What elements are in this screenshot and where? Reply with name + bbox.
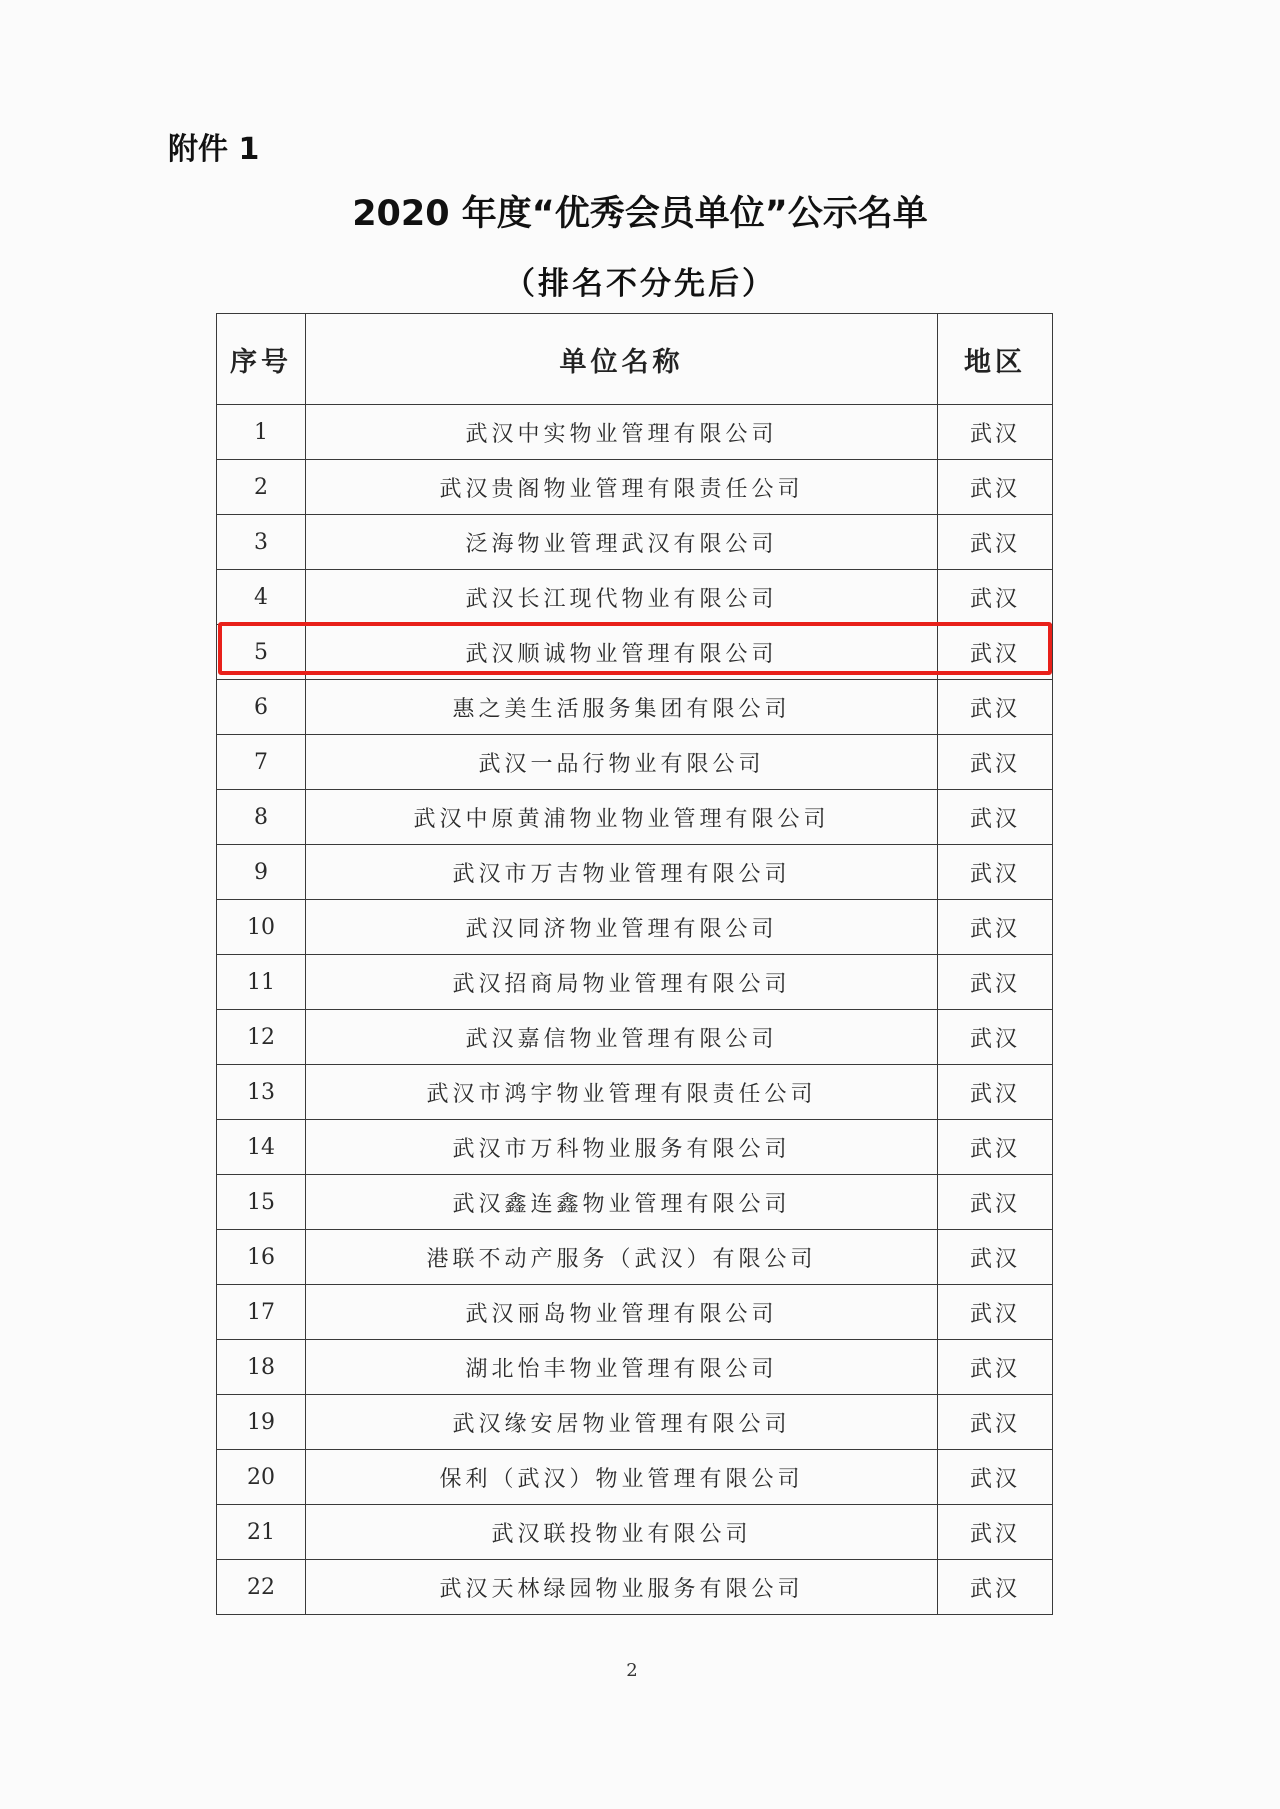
row-index: 15 bbox=[217, 1175, 306, 1230]
table-row bbox=[217, 1175, 1053, 1230]
row-region: 武汉 bbox=[938, 1395, 1053, 1450]
table-row bbox=[217, 1230, 1053, 1285]
row-region: 武汉 bbox=[938, 1450, 1053, 1505]
row-unit-name: 武汉长江现代物业有限公司 bbox=[306, 570, 938, 625]
header-region: 地区 bbox=[938, 314, 1053, 405]
table-row bbox=[217, 955, 1053, 1010]
table-row bbox=[217, 680, 1053, 735]
row-index: 1 bbox=[217, 405, 306, 460]
row-region: 武汉 bbox=[938, 1065, 1053, 1120]
row-unit-name: 港联不动产服务（武汉）有限公司 bbox=[306, 1230, 938, 1285]
row-region: 武汉 bbox=[938, 1120, 1053, 1175]
row-region: 武汉 bbox=[938, 790, 1053, 845]
row-unit-name: 武汉中实物业管理有限公司 bbox=[306, 405, 938, 460]
row-region: 武汉 bbox=[938, 1340, 1053, 1395]
row-index: 11 bbox=[217, 955, 306, 1010]
row-region: 武汉 bbox=[938, 680, 1053, 735]
table-row bbox=[217, 1505, 1053, 1560]
header-index: 序号 bbox=[217, 314, 306, 405]
row-index: 17 bbox=[217, 1285, 306, 1340]
row-index: 7 bbox=[217, 735, 306, 790]
row-region: 武汉 bbox=[938, 570, 1053, 625]
row-index: 2 bbox=[217, 460, 306, 515]
row-unit-name: 武汉贵阁物业管理有限责任公司 bbox=[306, 460, 938, 515]
row-index: 14 bbox=[217, 1120, 306, 1175]
row-region: 武汉 bbox=[938, 900, 1053, 955]
row-unit-name: 武汉嘉信物业管理有限公司 bbox=[306, 1010, 938, 1065]
row-index: 16 bbox=[217, 1230, 306, 1285]
table-row bbox=[217, 1395, 1053, 1450]
member-list-table bbox=[216, 313, 1053, 1615]
annex-label: 附件 1 bbox=[168, 132, 260, 167]
row-unit-name: 武汉丽岛物业管理有限公司 bbox=[306, 1285, 938, 1340]
row-index: 19 bbox=[217, 1395, 306, 1450]
row-region: 武汉 bbox=[938, 955, 1053, 1010]
header-name: 单位名称 bbox=[306, 314, 938, 405]
row-region: 武汉 bbox=[938, 405, 1053, 460]
table-row bbox=[217, 515, 1053, 570]
table-row bbox=[217, 460, 1053, 515]
row-region: 武汉 bbox=[938, 735, 1053, 790]
row-index: 22 bbox=[217, 1560, 306, 1615]
row-region: 武汉 bbox=[938, 1010, 1053, 1065]
row-index: 9 bbox=[217, 845, 306, 900]
row-unit-name: 武汉中原黄浦物业物业管理有限公司 bbox=[306, 790, 938, 845]
row-index: 5 bbox=[217, 625, 306, 680]
table-row bbox=[217, 570, 1053, 625]
table-row bbox=[217, 1120, 1053, 1175]
row-index: 8 bbox=[217, 790, 306, 845]
row-index: 18 bbox=[217, 1340, 306, 1395]
row-unit-name: 武汉市鸿宇物业管理有限责任公司 bbox=[306, 1065, 938, 1120]
row-unit-name: 武汉招商局物业管理有限公司 bbox=[306, 955, 938, 1010]
row-region: 武汉 bbox=[938, 1230, 1053, 1285]
row-unit-name: 武汉鑫连鑫物业管理有限公司 bbox=[306, 1175, 938, 1230]
row-unit-name: 保利（武汉）物业管理有限公司 bbox=[306, 1450, 938, 1505]
table-row bbox=[217, 1340, 1053, 1395]
table-row bbox=[217, 900, 1053, 955]
row-unit-name: 惠之美生活服务集团有限公司 bbox=[306, 680, 938, 735]
row-unit-name: 武汉联投物业有限公司 bbox=[306, 1505, 938, 1560]
row-region: 武汉 bbox=[938, 1285, 1053, 1340]
row-region: 武汉 bbox=[938, 515, 1053, 570]
table-row bbox=[217, 1010, 1053, 1065]
row-unit-name: 武汉缘安居物业管理有限公司 bbox=[306, 1395, 938, 1450]
row-index: 20 bbox=[217, 1450, 306, 1505]
row-index: 21 bbox=[217, 1505, 306, 1560]
row-unit-name: 武汉顺诚物业管理有限公司 bbox=[306, 625, 938, 680]
row-index: 3 bbox=[217, 515, 306, 570]
table-row bbox=[217, 1450, 1053, 1505]
table-row bbox=[217, 735, 1053, 790]
row-region: 武汉 bbox=[938, 625, 1053, 680]
table-row bbox=[217, 1065, 1053, 1120]
row-unit-name: 武汉同济物业管理有限公司 bbox=[306, 900, 938, 955]
table-row bbox=[217, 405, 1053, 460]
row-unit-name: 湖北怡丰物业管理有限公司 bbox=[306, 1340, 938, 1395]
table-row bbox=[217, 790, 1053, 845]
document-subtitle: （排名不分先后） bbox=[504, 266, 776, 302]
row-unit-name: 武汉一品行物业有限公司 bbox=[306, 735, 938, 790]
row-unit-name: 武汉市万吉物业管理有限公司 bbox=[306, 845, 938, 900]
row-index: 12 bbox=[217, 1010, 306, 1065]
table-header-row bbox=[217, 314, 1053, 405]
row-region: 武汉 bbox=[938, 1505, 1053, 1560]
row-index: 6 bbox=[217, 680, 306, 735]
row-region: 武汉 bbox=[938, 845, 1053, 900]
row-region: 武汉 bbox=[938, 460, 1053, 515]
table-row bbox=[217, 1285, 1053, 1340]
table-body bbox=[217, 405, 1053, 1615]
row-unit-name: 武汉市万科物业服务有限公司 bbox=[306, 1120, 938, 1175]
row-index: 4 bbox=[217, 570, 306, 625]
page-number: 2 bbox=[626, 1660, 638, 1681]
row-index: 13 bbox=[217, 1065, 306, 1120]
row-region: 武汉 bbox=[938, 1560, 1053, 1615]
row-index: 10 bbox=[217, 900, 306, 955]
row-unit-name: 泛海物业管理武汉有限公司 bbox=[306, 515, 938, 570]
document-title: 2020 年度“优秀会员单位”公示名单 bbox=[352, 194, 928, 234]
row-unit-name: 武汉天林绿园物业服务有限公司 bbox=[306, 1560, 938, 1615]
table-row bbox=[217, 1560, 1053, 1615]
table-row bbox=[217, 625, 1053, 680]
row-region: 武汉 bbox=[938, 1175, 1053, 1230]
table-row bbox=[217, 845, 1053, 900]
